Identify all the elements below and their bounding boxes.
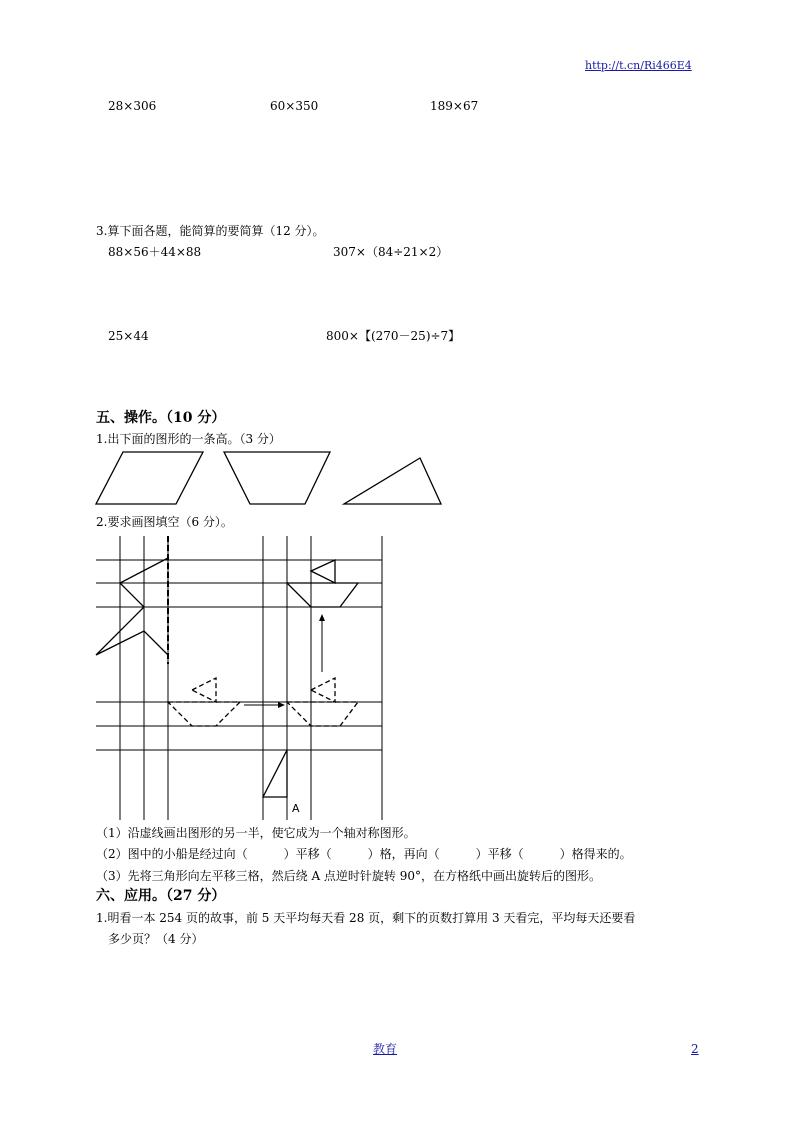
calc-item-3: 189×67 [430, 99, 479, 113]
boat-hull-original [287, 583, 358, 607]
q3-item-1: 88×56＋44×88 [108, 245, 202, 259]
section5-heading: 五、操作。（10 分） [96, 410, 226, 426]
section5-q1: 1.出下面的图形的一条高。（3 分） [96, 432, 281, 446]
page-number: 2 [691, 1042, 699, 1056]
section5-sub2: （2）图中的小船是经过向（ ）平移（ ）格，再向（ ）平移（ ）格得来的。 [96, 847, 632, 861]
right-triangle-shape [263, 750, 287, 797]
section5-q2: 2.要求画图填空（6 分）。 [96, 515, 233, 529]
section5-sub1: （1）沿虚线画出图形的另一半，使它成为一个轴对称图形。 [96, 826, 416, 840]
q3-item-2: 307×（84÷21×2） [333, 245, 449, 259]
boat-hull-dashed-left [168, 702, 240, 726]
arrow-right-head [278, 702, 285, 708]
section6-q1-line2: 多少页？（4 分） [108, 932, 204, 946]
section5-sub3: （3）先将三角形向左平移三格，然后绕 A 点逆时针旋转 90°，在方格纸中画出旋转后的图形。 [96, 869, 602, 883]
grid-lines [96, 536, 382, 820]
footer-link[interactable]: 教育 [373, 1042, 398, 1056]
header-url-link[interactable]: http://t.cn/Ri466E4 [585, 59, 692, 72]
boat-sail-original [311, 560, 335, 583]
q3-title: 3.算下面各题，能简算的要简算（12 分）。 [96, 224, 325, 238]
boat-hull-dashed-middle [287, 702, 358, 726]
boat-sail-dashed-middle [311, 678, 335, 702]
calc-item-2: 60×350 [270, 99, 319, 113]
q3-item-4: 800×【(270－25)÷7】 [326, 329, 461, 343]
calc-item-1: 28×306 [108, 99, 157, 113]
q3-item-3: 25×44 [108, 329, 149, 343]
section6-q1-line1: 1.明看一本 254 页的故事，前 5 天平均每天看 28 页，剩下的页数打算用 3 天看完，平均每天还要看 [96, 911, 636, 925]
section6-heading: 六、应用。（27 分） [96, 888, 226, 904]
boat-sail-dashed-left [192, 678, 216, 702]
point-a-label: A [292, 802, 300, 815]
arrow-up-head [319, 614, 325, 621]
